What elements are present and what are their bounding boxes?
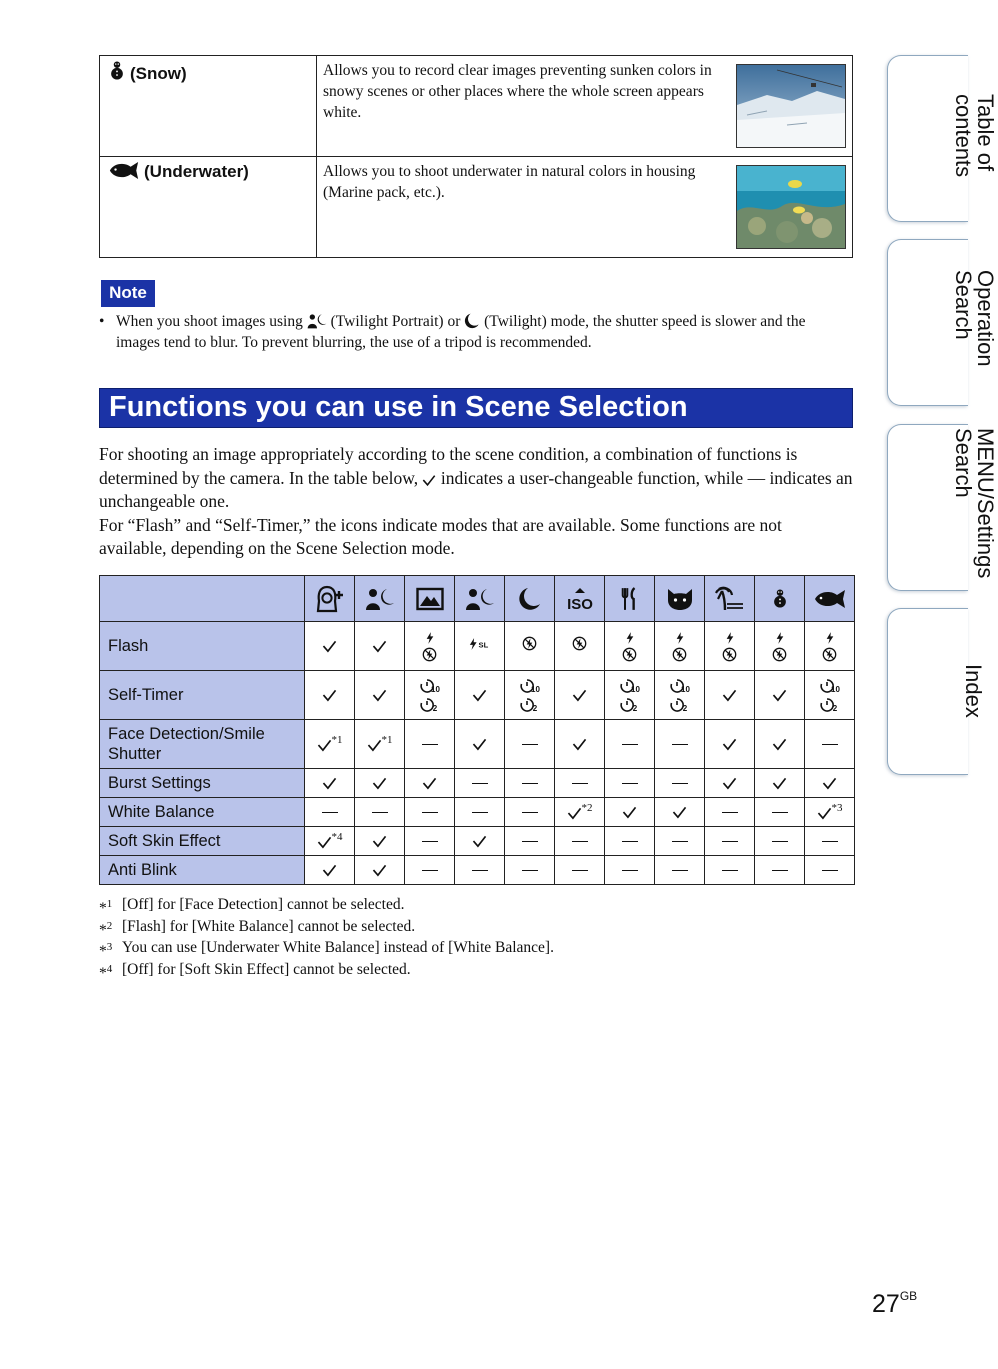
- dash-mark: [472, 870, 488, 871]
- dash-mark: [822, 870, 838, 871]
- flash-auto-icon: [425, 632, 435, 644]
- mode-icon-stack: [822, 632, 837, 662]
- mode-icon-stack: [572, 636, 587, 651]
- dash-mark: [572, 841, 588, 842]
- table-cell: [605, 671, 655, 720]
- check-icon: [322, 689, 337, 702]
- high-sensitivity-iso-icon: [564, 587, 596, 611]
- row-label: Anti Blink: [100, 856, 305, 885]
- row-label: Flash: [100, 622, 305, 671]
- table-cell: [355, 671, 405, 720]
- table-cell: [305, 769, 355, 798]
- tab-index[interactable]: [887, 608, 986, 775]
- row-label: Burst Settings: [100, 769, 305, 798]
- check-icon: [422, 474, 436, 487]
- table-cell: [805, 798, 855, 827]
- table-cell: [355, 798, 405, 827]
- footnote-text: You can use [Underwater White Balance] instead of [White Balance].: [122, 939, 554, 956]
- table-cell: [805, 827, 855, 856]
- header-corner: [100, 576, 305, 622]
- beach-icon: [715, 586, 745, 612]
- dash-mark: [522, 744, 538, 745]
- table-cell: [455, 798, 505, 827]
- timer10-icon: [419, 678, 441, 694]
- table-cell: [305, 720, 355, 769]
- table-cell: [605, 798, 655, 827]
- check-icon: [772, 689, 787, 702]
- mode-name-cell: [100, 56, 317, 157]
- tab-operation-search[interactable]: [887, 239, 998, 406]
- flash-auto-icon: [675, 632, 685, 644]
- timer10-icon: [519, 678, 541, 694]
- intro-p1b: indicates a user-changeable function, while — indicates an unchangeable one.: [99, 467, 853, 511]
- table-row: [100, 798, 855, 827]
- dash-mark: [722, 870, 738, 871]
- check-icon: [372, 640, 387, 653]
- note-body: [116, 311, 853, 353]
- table-header-row: [100, 576, 855, 622]
- check-icon: [372, 689, 387, 702]
- check-icon: [722, 689, 737, 702]
- table-body: [100, 622, 855, 885]
- check-icon: [322, 777, 337, 790]
- table-cell: [755, 827, 805, 856]
- table-row: [100, 856, 855, 885]
- table-cell: [655, 671, 705, 720]
- table-cell: [805, 769, 855, 798]
- underwater-scene-photo: [736, 165, 846, 249]
- footnotes: [99, 894, 853, 980]
- check-icon: [372, 864, 387, 877]
- dash-mark: [322, 812, 338, 813]
- table-cell: [605, 622, 655, 671]
- table-cell: [705, 720, 755, 769]
- table-cell: [305, 827, 355, 856]
- snow-icon: [771, 587, 789, 611]
- timer2-icon: [619, 697, 641, 713]
- table-cell: [605, 769, 655, 798]
- flash-slow-sync-icon: [469, 638, 491, 650]
- tab-menu-settings-search[interactable]: [887, 424, 998, 591]
- flash-off-icon: [622, 647, 637, 662]
- tab-label: Operation Search: [951, 270, 998, 367]
- table-cell: [755, 720, 805, 769]
- table-cell: [405, 856, 455, 885]
- footnote-ref: *1: [381, 734, 393, 746]
- dash-mark: [822, 744, 838, 745]
- footnote: *$^1$ [Off] for [Face Detection] cannot be selected.: [99, 896, 405, 918]
- dash-mark: [422, 870, 438, 871]
- table-cell: [505, 798, 555, 827]
- table-cell: [455, 671, 505, 720]
- table-cell: [805, 671, 855, 720]
- check-icon: [567, 807, 582, 820]
- dash-mark: [572, 783, 588, 784]
- table-cell: [455, 720, 505, 769]
- dash-mark: [672, 870, 688, 871]
- table-cell: [405, 827, 455, 856]
- footnote: *$^3$ You can use [Underwater White Balance] instead of [White Balance].: [99, 939, 554, 961]
- table-cell: [555, 769, 605, 798]
- mode-icon-stack: [519, 678, 541, 713]
- dash-mark: [822, 841, 838, 842]
- row-label: Face Detection/Smile Shutter: [100, 720, 305, 769]
- check-icon: [372, 777, 387, 790]
- landscape-icon: [416, 587, 444, 611]
- intro-paragraph-1: [99, 443, 853, 514]
- table-row: [100, 720, 855, 769]
- footnote-ref: *3: [831, 802, 843, 814]
- table-cell: [355, 720, 405, 769]
- check-icon: [722, 738, 737, 751]
- check-icon: [622, 806, 637, 819]
- mode-icon-stack: [722, 632, 737, 662]
- tab-label: Table of contents: [951, 94, 998, 178]
- twilight-icon: [464, 313, 480, 329]
- table-cell: [805, 720, 855, 769]
- table-cell: [405, 671, 455, 720]
- mode-icon-stack: [419, 678, 441, 713]
- note-part-3: (Twilight) mode, the shutter speed is slower and the images tend to blur. To prevent blurring, the use of a tripod is recommended.: [116, 313, 806, 351]
- note-text: [99, 311, 853, 353]
- check-icon: [372, 835, 387, 848]
- table-cell: [705, 856, 755, 885]
- table-cell: [405, 769, 455, 798]
- check-icon: [772, 777, 787, 790]
- mode-description: Allows you to record clear images preventing sunken colors in snowy scenes or other places where the whole screen appears white.: [323, 62, 712, 121]
- table-cell: [555, 856, 605, 885]
- soft-snap-icon: [315, 585, 345, 613]
- flash-auto-icon: [625, 632, 635, 644]
- table-cell: [455, 856, 505, 885]
- mode-icon-stack: [619, 678, 641, 713]
- table-cell: [355, 856, 405, 885]
- table-cell: [555, 827, 605, 856]
- flash-auto-icon: [775, 632, 785, 644]
- mode-label: (Underwater): [144, 162, 249, 181]
- check-icon: [422, 777, 437, 790]
- mode-icon-stack: [672, 632, 687, 662]
- underwater-icon: [813, 589, 847, 609]
- timer10-icon: [619, 678, 641, 694]
- dash-mark: [622, 841, 638, 842]
- page-number: $27^{GB}$: [872, 1289, 918, 1318]
- note-part-1: When you shoot images using: [116, 313, 303, 330]
- column-header: [655, 576, 705, 622]
- pet-icon: [666, 587, 694, 611]
- table-cell: [705, 622, 755, 671]
- mode-label: (Snow): [130, 64, 187, 83]
- column-header: [555, 576, 605, 622]
- column-header: [605, 576, 655, 622]
- dash-mark: [722, 812, 738, 813]
- intro-p1a: For shooting an image appropriately according to the scene condition, a combination of functions is determined by the camera. In the table below,: [99, 444, 798, 488]
- column-header: [405, 576, 455, 622]
- table-cell: [555, 798, 605, 827]
- table-cell: [505, 827, 555, 856]
- column-header: [755, 576, 805, 622]
- table-cell: [555, 622, 605, 671]
- table-cell: [455, 769, 505, 798]
- table-cell: [405, 798, 455, 827]
- table-cell: [305, 856, 355, 885]
- column-header: [455, 576, 505, 622]
- timer10-icon: [819, 678, 841, 694]
- row-label: White Balance: [100, 798, 305, 827]
- column-header: [805, 576, 855, 622]
- scene-functions-table: [99, 575, 855, 885]
- dash-mark: [522, 812, 538, 813]
- table-cell: [555, 671, 605, 720]
- table-cell: [305, 622, 355, 671]
- table-cell: [705, 671, 755, 720]
- footnote-text: [Flash] for [White Balance] cannot be selected.: [122, 917, 416, 935]
- scene-mode-table: [99, 55, 853, 258]
- column-header: [355, 576, 405, 622]
- mode-description-cell: [317, 56, 853, 157]
- table-cell: [605, 720, 655, 769]
- twilight-portrait-icon: [365, 587, 395, 611]
- table-cell: [405, 720, 455, 769]
- tab-label: Index: [961, 664, 986, 718]
- table-cell: [655, 720, 705, 769]
- footnote-ref: *4: [331, 831, 343, 843]
- mode-description: Allows you to shoot underwater in natural colors in housing (Marine pack, etc.).: [323, 163, 696, 201]
- dash-mark: [722, 841, 738, 842]
- footnote: *$^2$ [Flash] for [White Balance] cannot be selected.: [99, 917, 416, 939]
- intro-text: [99, 443, 853, 561]
- table-cell: [455, 827, 505, 856]
- table-row: [100, 622, 855, 671]
- dash-mark: [372, 812, 388, 813]
- timer2-icon: [819, 697, 841, 713]
- table-cell: [705, 769, 755, 798]
- footnote-text: [Off] for [Soft Skin Effect] cannot be selected.: [122, 960, 411, 978]
- footnote-ref: *2: [581, 802, 593, 814]
- mode-row-snow: [100, 56, 853, 157]
- table-cell: [655, 856, 705, 885]
- table-cell: [755, 622, 805, 671]
- gourmet-icon: [620, 586, 640, 612]
- table-cell: [355, 622, 405, 671]
- check-icon: [472, 689, 487, 702]
- flash-off-icon: [522, 636, 537, 651]
- dash-mark: [772, 812, 788, 813]
- table-cell: [655, 622, 705, 671]
- table-cell: [755, 671, 805, 720]
- table-cell: [505, 856, 555, 885]
- check-icon: [367, 739, 382, 752]
- mode-icon-stack: [422, 632, 437, 662]
- dash-mark: [522, 870, 538, 871]
- dash-mark: [472, 812, 488, 813]
- footnote-text: [Off] for [Face Detection] cannot be selected.: [122, 896, 405, 913]
- dash-mark: [622, 870, 638, 871]
- mode-icon-stack: [669, 678, 691, 713]
- flash-auto-icon: [825, 632, 835, 644]
- timer2-icon: [419, 697, 441, 713]
- table-cell: [605, 827, 655, 856]
- timer10-icon: [669, 678, 691, 694]
- timer2-icon: [519, 697, 541, 713]
- mode-icon-stack: [772, 632, 787, 662]
- dash-mark: [522, 841, 538, 842]
- check-icon: [322, 864, 337, 877]
- twilight-portrait-icon: [307, 313, 327, 329]
- table-cell: [755, 769, 805, 798]
- table-row: [100, 671, 855, 720]
- column-header: [505, 576, 555, 622]
- flash-off-icon: [572, 636, 587, 651]
- dash-mark: [572, 870, 588, 871]
- table-cell: [705, 798, 755, 827]
- dash-mark: [772, 870, 788, 871]
- table-cell: [355, 827, 405, 856]
- mode-icon-stack: [469, 638, 491, 650]
- twilight-icon: [518, 587, 542, 611]
- flash-off-icon: [422, 647, 437, 662]
- flash-off-icon: [722, 647, 737, 662]
- flash-auto-icon: [725, 632, 735, 644]
- check-icon: [817, 807, 832, 820]
- check-icon: [572, 738, 587, 751]
- check-icon: [822, 777, 837, 790]
- table-cell: [655, 798, 705, 827]
- flash-off-icon: [772, 647, 787, 662]
- table-cell: [305, 798, 355, 827]
- footnote-ref: *1: [331, 734, 343, 746]
- column-header: [705, 576, 755, 622]
- dash-mark: [622, 783, 638, 784]
- table-cell: [505, 720, 555, 769]
- table-cell: [505, 769, 555, 798]
- mode-row-underwater: [100, 157, 853, 258]
- table-cell: [305, 671, 355, 720]
- mode-icon-stack: [622, 632, 637, 662]
- tab-table-of-contents[interactable]: [887, 55, 998, 222]
- mode-description-cell: [317, 157, 853, 258]
- dash-mark: [672, 841, 688, 842]
- table-cell: [755, 856, 805, 885]
- check-icon: [772, 738, 787, 751]
- note-badge: Note: [101, 280, 155, 307]
- check-icon: [322, 640, 337, 653]
- column-header: [305, 576, 355, 622]
- check-icon: [317, 836, 332, 849]
- check-icon: [722, 777, 737, 790]
- snow-icon: [108, 60, 126, 82]
- bullet: •: [99, 313, 105, 330]
- check-icon: [472, 835, 487, 848]
- dash-mark: [422, 841, 438, 842]
- dash-mark: [472, 783, 488, 784]
- table-cell: [555, 720, 605, 769]
- flash-off-icon: [672, 647, 687, 662]
- table-cell: [355, 769, 405, 798]
- dash-mark: [772, 841, 788, 842]
- table-cell: [505, 622, 555, 671]
- mode-icon-stack: [522, 636, 537, 651]
- underwater-icon: [108, 161, 140, 180]
- note-part-2: (Twilight Portrait) or: [330, 313, 461, 330]
- section-heading: Functions you can use in Scene Selection: [99, 388, 853, 428]
- table-cell: [755, 798, 805, 827]
- dash-mark: [622, 744, 638, 745]
- dash-mark: [522, 783, 538, 784]
- check-icon: [672, 806, 687, 819]
- check-icon: [472, 738, 487, 751]
- table-cell: [805, 856, 855, 885]
- row-label: Self-Timer: [100, 671, 305, 720]
- flash-off-icon: [822, 647, 837, 662]
- table-cell: [705, 827, 755, 856]
- row-label: Soft Skin Effect: [100, 827, 305, 856]
- dash-mark: [672, 783, 688, 784]
- table-cell: [455, 622, 505, 671]
- dash-mark: [672, 744, 688, 745]
- check-icon: [572, 689, 587, 702]
- table-cell: [605, 856, 655, 885]
- intro-paragraph-2: For “Flash” and “Self-Timer,” the icons indicate modes that are available. Some functions are not available, depending on the Scene Selection mode.: [99, 514, 782, 558]
- check-icon: [317, 739, 332, 752]
- table-cell: [505, 671, 555, 720]
- dash-mark: [422, 812, 438, 813]
- timer2-icon: [669, 697, 691, 713]
- tab-label: MENU/Settings Search: [951, 428, 998, 579]
- table-cell: [805, 622, 855, 671]
- table-row: [100, 827, 855, 856]
- twilight-portrait-icon: [465, 587, 495, 611]
- dash-mark: [422, 744, 438, 745]
- table-cell: [655, 827, 705, 856]
- table-row: [100, 769, 855, 798]
- snow-scene-photo: [736, 64, 846, 148]
- table-cell: [405, 622, 455, 671]
- mode-icon-stack: [819, 678, 841, 713]
- footnote: *$^4$ [Off] for [Soft Skin Effect] cannot be selected.: [99, 960, 411, 982]
- table-cell: [655, 769, 705, 798]
- mode-name-cell: [100, 157, 317, 258]
